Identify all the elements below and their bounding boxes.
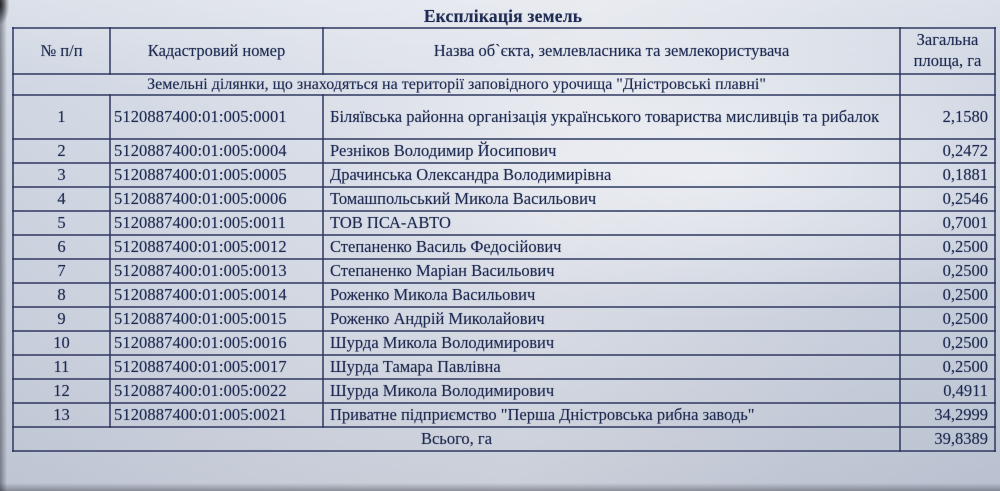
row-cadastral: 5120887400:01:005:0014 bbox=[110, 283, 323, 307]
row-name: Степаненко Маріан Васильович bbox=[323, 259, 900, 283]
row-area: 0,2500 bbox=[900, 259, 995, 283]
page-title: Експлікація земель bbox=[423, 6, 583, 26]
row-name: Степаненко Василь Федосійович bbox=[323, 235, 900, 259]
row-number: 3 bbox=[13, 163, 110, 187]
row-area: 0,2500 bbox=[900, 235, 995, 259]
row-number: 2 bbox=[13, 139, 110, 163]
col-header-area: Загальна площа, га bbox=[900, 28, 995, 74]
row-number: 9 bbox=[13, 307, 110, 331]
total-label: Всього, га bbox=[13, 427, 900, 451]
row-name: Драчинська Олександра Володимирівна bbox=[323, 163, 900, 187]
row-number: 12 bbox=[13, 379, 110, 403]
table-row bbox=[13, 163, 995, 187]
row-number: 4 bbox=[13, 187, 110, 211]
section-row bbox=[13, 74, 995, 95]
row-number: 1 bbox=[13, 95, 110, 139]
section-empty-cell bbox=[900, 74, 995, 95]
table-row bbox=[13, 211, 995, 235]
row-number: 13 bbox=[13, 403, 110, 427]
row-name: Біляївська районна організація українського товариства мисливців та рибалок bbox=[323, 95, 900, 139]
row-area: 0,4911 bbox=[900, 379, 995, 403]
row-cadastral: 5120887400:01:005:0021 bbox=[110, 403, 323, 427]
row-area: 0,7001 bbox=[900, 211, 995, 235]
table-row bbox=[13, 235, 995, 259]
row-cadastral: 5120887400:01:005:0004 bbox=[110, 139, 323, 163]
row-area: 0,1881 bbox=[900, 163, 995, 187]
row-cadastral: 5120887400:01:005:0012 bbox=[110, 235, 323, 259]
row-name: Шурда Тамара Павлівна bbox=[323, 355, 900, 379]
total-area-value: 39,8389 bbox=[900, 427, 995, 451]
table-body bbox=[13, 95, 995, 427]
photo-corner-shadow bbox=[0, 0, 9, 24]
row-number: 11 bbox=[13, 355, 110, 379]
row-name: ТОВ ПСА-АВТО bbox=[323, 211, 900, 235]
table-row bbox=[13, 259, 995, 283]
col-header-num: № п/п bbox=[13, 28, 110, 74]
row-name: Шурда Микола Володимирович bbox=[323, 379, 900, 403]
header-row bbox=[13, 28, 995, 74]
row-cadastral: 5120887400:01:005:0017 bbox=[110, 355, 323, 379]
section-title: Земельні ділянки, що знаходяться на території заповідного урочища "Дністровські плавні" bbox=[13, 74, 900, 95]
row-cadastral: 5120887400:01:005:0011 bbox=[110, 211, 323, 235]
row-area: 34,2999 bbox=[900, 403, 995, 427]
row-number: 8 bbox=[13, 283, 110, 307]
row-name: Томашпольський Микола Васильович bbox=[323, 187, 900, 211]
row-name: Шурда Микола Володимирович bbox=[323, 331, 900, 355]
row-number: 10 bbox=[13, 331, 110, 355]
row-cadastral: 5120887400:01:005:0001 bbox=[110, 95, 323, 139]
row-cadastral: 5120887400:01:005:0005 bbox=[110, 163, 323, 187]
table-row bbox=[13, 307, 995, 331]
row-area: 0,2546 bbox=[900, 187, 995, 211]
photo-bottom-edge-shadow bbox=[0, 483, 1000, 491]
table-row bbox=[13, 95, 995, 139]
row-area: 2,1580 bbox=[900, 95, 995, 139]
row-name: Приватне підприємство "Перша Дністровська рибна заводь" bbox=[323, 403, 900, 427]
row-area: 0,2472 bbox=[900, 139, 995, 163]
row-cadastral: 5120887400:01:005:0016 bbox=[110, 331, 323, 355]
row-name: Роженко Микола Васильович bbox=[323, 283, 900, 307]
row-number: 7 bbox=[13, 259, 110, 283]
col-header-name: Назва об`єкта, землевласника та землекористувача bbox=[323, 28, 900, 74]
photo-left-edge-shadow bbox=[0, 0, 7, 491]
row-cadastral: 5120887400:01:005:0006 bbox=[110, 187, 323, 211]
row-cadastral: 5120887400:01:005:0013 bbox=[110, 259, 323, 283]
row-area: 0,2500 bbox=[900, 355, 995, 379]
row-cadastral: 5120887400:01:005:0015 bbox=[110, 307, 323, 331]
row-name: Резніков Володимир Йосипович bbox=[323, 139, 900, 163]
row-name: Роженко Андрій Миколайович bbox=[323, 307, 900, 331]
total-row bbox=[13, 427, 995, 451]
row-area: 0,2500 bbox=[900, 331, 995, 355]
col-header-cadastral: Кадастровий номер bbox=[110, 28, 323, 74]
row-number: 5 bbox=[13, 211, 110, 235]
row-cadastral: 5120887400:01:005:0022 bbox=[110, 379, 323, 403]
land-explication-table bbox=[12, 27, 996, 452]
table-row bbox=[13, 139, 995, 163]
table-row bbox=[13, 379, 995, 403]
table-row bbox=[13, 283, 995, 307]
row-area: 0,2500 bbox=[900, 307, 995, 331]
table-row bbox=[13, 187, 995, 211]
row-number: 6 bbox=[13, 235, 110, 259]
table-row bbox=[13, 403, 995, 427]
row-area: 0,2500 bbox=[900, 283, 995, 307]
table-row bbox=[13, 355, 995, 379]
table-row bbox=[13, 331, 995, 355]
